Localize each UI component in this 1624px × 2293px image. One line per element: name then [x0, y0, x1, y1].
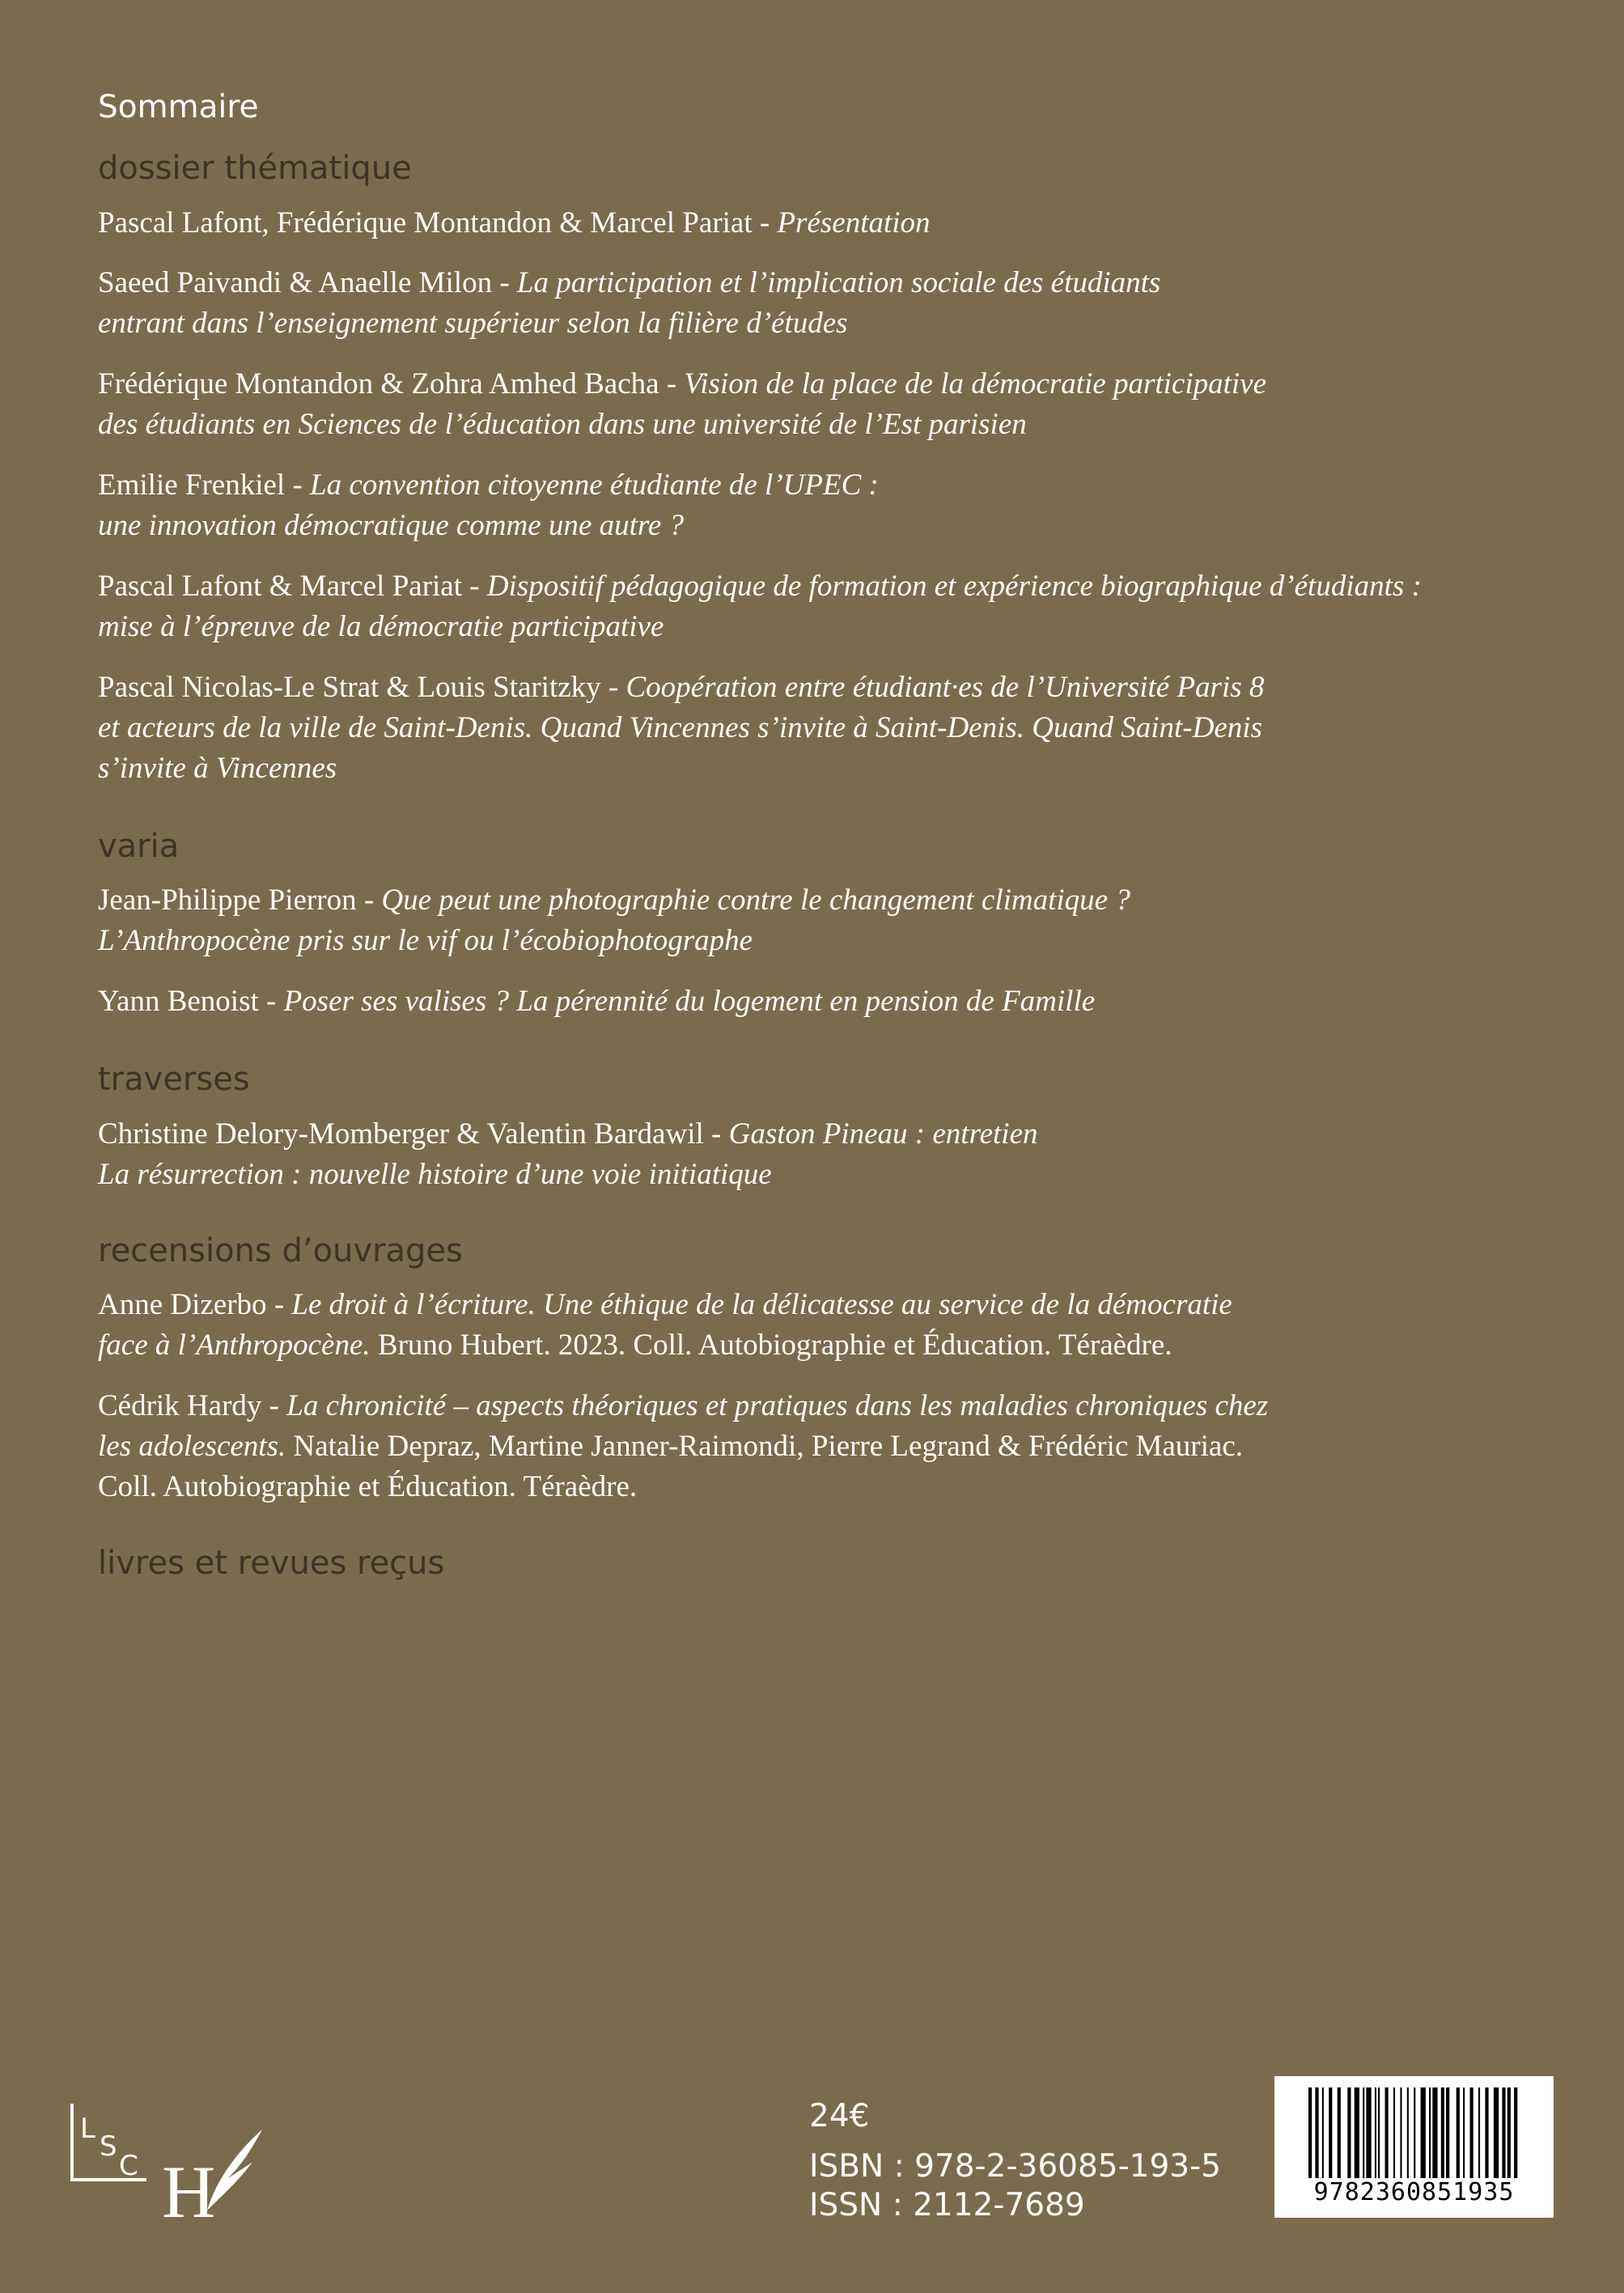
barcode-bar	[1329, 2087, 1332, 2178]
entry-authors: Christine Delory-Momberger & Valentin Bardawil	[98, 1117, 704, 1151]
entry-delory-bardawil	[98, 1114, 1538, 1195]
entry-title-line2: des étudiants en Sciences de l’éducation dans une université de l’Est parisien	[98, 408, 1027, 441]
barcode-digits: 9782360851935	[1313, 2178, 1515, 2206]
entry-pierron	[98, 880, 1538, 961]
barcode-bar	[1414, 2087, 1415, 2178]
entry-title-line2: La résurrection : nouvelle histoire d’une voie initiatique	[98, 1158, 772, 1191]
entry-separator: -	[659, 367, 685, 401]
lsc-logo-letter-s: S	[100, 2130, 117, 2163]
entry-title-line2: entrant dans l’enseignement supérieur selon la filière d’études	[98, 307, 848, 340]
entry-authors: Pascal Nicolas-Le Strat & Louis Staritzky	[98, 671, 601, 704]
barcode-bar	[1457, 2087, 1460, 2178]
entry-authors: Pascal Lafont, Frédérique Montandon & Marcel Pariat	[98, 206, 753, 239]
barcode-bar	[1421, 2087, 1426, 2178]
entry-title: Que peut une photographie contre le changement climatique ?	[381, 884, 1130, 917]
barcode-bar	[1400, 2087, 1401, 2178]
harmattan-logo-letter: H	[162, 2151, 216, 2222]
entry-authors: Jean-Philippe Pierron	[98, 884, 357, 917]
entry-separator: -	[356, 884, 382, 917]
entry-dizerbo	[98, 1285, 1538, 1366]
entry-separator: -	[492, 266, 517, 299]
section-title-recensions: recensions d’ouvrages	[98, 1232, 463, 1269]
entry-hardy	[98, 1386, 1538, 1507]
entry-title-line2: une innovation démocratique comme une autre ?	[98, 509, 685, 542]
entry-title-line2: mise à l’épreuve de la démocratie participative	[98, 610, 664, 643]
entry-authors: Saeed Paivandi & Anaelle Milon	[98, 266, 493, 299]
barcode-bar	[1407, 2087, 1409, 2178]
barcode-bar	[1315, 2087, 1318, 2178]
entry-authors: Yann Benoist	[98, 985, 259, 1018]
entry-title: Le droit à l’écriture. Une éthique de la délicatesse au service de la démocratie	[291, 1288, 1232, 1321]
entry-publication-line3: Coll. Autobiographie et Éducation. Téraèdre.	[98, 1470, 638, 1503]
entry-montandon-bacha	[98, 364, 1538, 445]
barcode-bar	[1308, 2087, 1312, 2178]
barcode-bar	[1347, 2087, 1351, 2178]
price: 24€	[809, 2098, 870, 2134]
barcode-bar	[1322, 2087, 1324, 2178]
entry-title: Coopération entre étudiant·es de l’Université Paris 8	[625, 671, 1265, 704]
barcode-bar	[1338, 2087, 1341, 2178]
entry-title-line2: et acteurs de la ville de Saint-Denis. Quand Vincennes s’invite à Saint-Denis. Quand Saint-Denis	[98, 711, 1262, 744]
entry-benoist	[98, 981, 1538, 1022]
entry-authors: Anne Dizerbo	[98, 1288, 267, 1321]
isbn: ISBN : 978-2-36085-193-5	[809, 2148, 1221, 2185]
entry-frenkiel	[98, 465, 1538, 546]
entry-authors: Pascal Lafont & Marcel Pariat	[98, 570, 462, 603]
entry-separator: -	[752, 206, 778, 239]
entry-title-line2: face à l’Anthropocène.	[98, 1329, 371, 1362]
lsc-logo	[69, 2102, 148, 2181]
entry-separator: -	[600, 671, 626, 704]
entry-authors: Frédérique Montandon & Zohra Amhed Bacha	[98, 367, 659, 401]
lsc-logo-letter-c: C	[119, 2150, 138, 2181]
barcode	[1274, 2076, 1554, 2218]
barcode-bar	[1441, 2087, 1444, 2178]
entry-title: Présentation	[777, 206, 931, 239]
harmattan-logo	[160, 2126, 265, 2222]
entry-nicolas-staritzky	[98, 668, 1538, 789]
barcode-bar	[1385, 2087, 1389, 2178]
entry-publication: Natalie Depraz, Martine Janner-Raimondi, Pierre Legrand & Frédéric Mauriac.	[286, 1430, 1244, 1463]
entry-paivandi-milon	[98, 263, 1538, 344]
barcode-bar	[1355, 2087, 1359, 2178]
entry-title-line3: s’invite à Vincennes	[98, 752, 337, 785]
entry-separator: -	[266, 1288, 292, 1321]
barcode-bar	[1494, 2087, 1499, 2178]
section-title-varia: varia	[98, 828, 180, 865]
entry-separator: -	[261, 1389, 287, 1422]
issn: ISSN : 2112-7689	[809, 2187, 1085, 2223]
entry-separator: -	[258, 985, 284, 1018]
barcode-bar	[1502, 2087, 1505, 2178]
barcode-bar	[1463, 2087, 1465, 2178]
entry-title: La participation et l’implication sociale des étudiants	[516, 266, 1161, 299]
entry-title: Gaston Pineau : entretien	[728, 1117, 1038, 1151]
entry-separator: -	[285, 468, 311, 502]
entry-title: Vision de la place de la démocratie participative	[684, 367, 1267, 401]
entry-separator: -	[703, 1117, 729, 1151]
entry-title-line2: les adolescents.	[98, 1430, 286, 1463]
barcode-bar	[1507, 2087, 1511, 2178]
entry-title: La chronicité – aspects théoriques et pratiques dans les maladies chroniques chez	[286, 1389, 1269, 1422]
section-title-traverses: traverses	[98, 1061, 250, 1098]
entry-title: La convention citoyenne étudiante de l’UPEC :	[310, 468, 879, 502]
entry-title: Poser ses valises ? La pérennité du logement en pension de Famille	[283, 985, 1096, 1018]
entry-title: Dispositif pédagogique de formation et expérience biographique d’étudiants :	[486, 570, 1422, 603]
barcode-bar	[1393, 2087, 1395, 2178]
barcode-bar	[1366, 2087, 1371, 2178]
barcode-bar	[1514, 2087, 1517, 2178]
barcode-bar	[1478, 2087, 1480, 2178]
entry-separator: -	[462, 570, 487, 603]
barcode-bar	[1470, 2087, 1473, 2178]
barcode-bar	[1429, 2087, 1431, 2178]
barcode-bar	[1363, 2087, 1364, 2178]
sommaire-heading: Sommaire	[98, 89, 259, 125]
barcode-bar	[1432, 2087, 1437, 2178]
entry-authors: Cédrik Hardy	[98, 1389, 262, 1422]
entry-publication: Bruno Hubert. 2023. Coll. Autobiographie et Éducation. Téraèdre.	[370, 1329, 1172, 1362]
entry-presentation	[98, 203, 1538, 244]
entry-authors: Emilie Frenkiel	[98, 468, 286, 502]
barcode-bar	[1485, 2087, 1488, 2178]
barcode-bars	[1274, 2076, 1554, 2181]
entry-title-line2: L’Anthropocène pris sur le vif ou l’écobiophotographe	[98, 924, 753, 957]
barcode-bar	[1378, 2087, 1380, 2178]
section-title-dossier: dossier thématique	[98, 150, 412, 187]
barcode-bar	[1446, 2087, 1449, 2178]
barcode-bar	[1375, 2087, 1376, 2178]
section-title-livres-revues: livres et revues reçus	[98, 1545, 445, 1582]
lsc-logo-letter-l: L	[80, 2113, 95, 2145]
entry-lafont-pariat	[98, 566, 1538, 647]
